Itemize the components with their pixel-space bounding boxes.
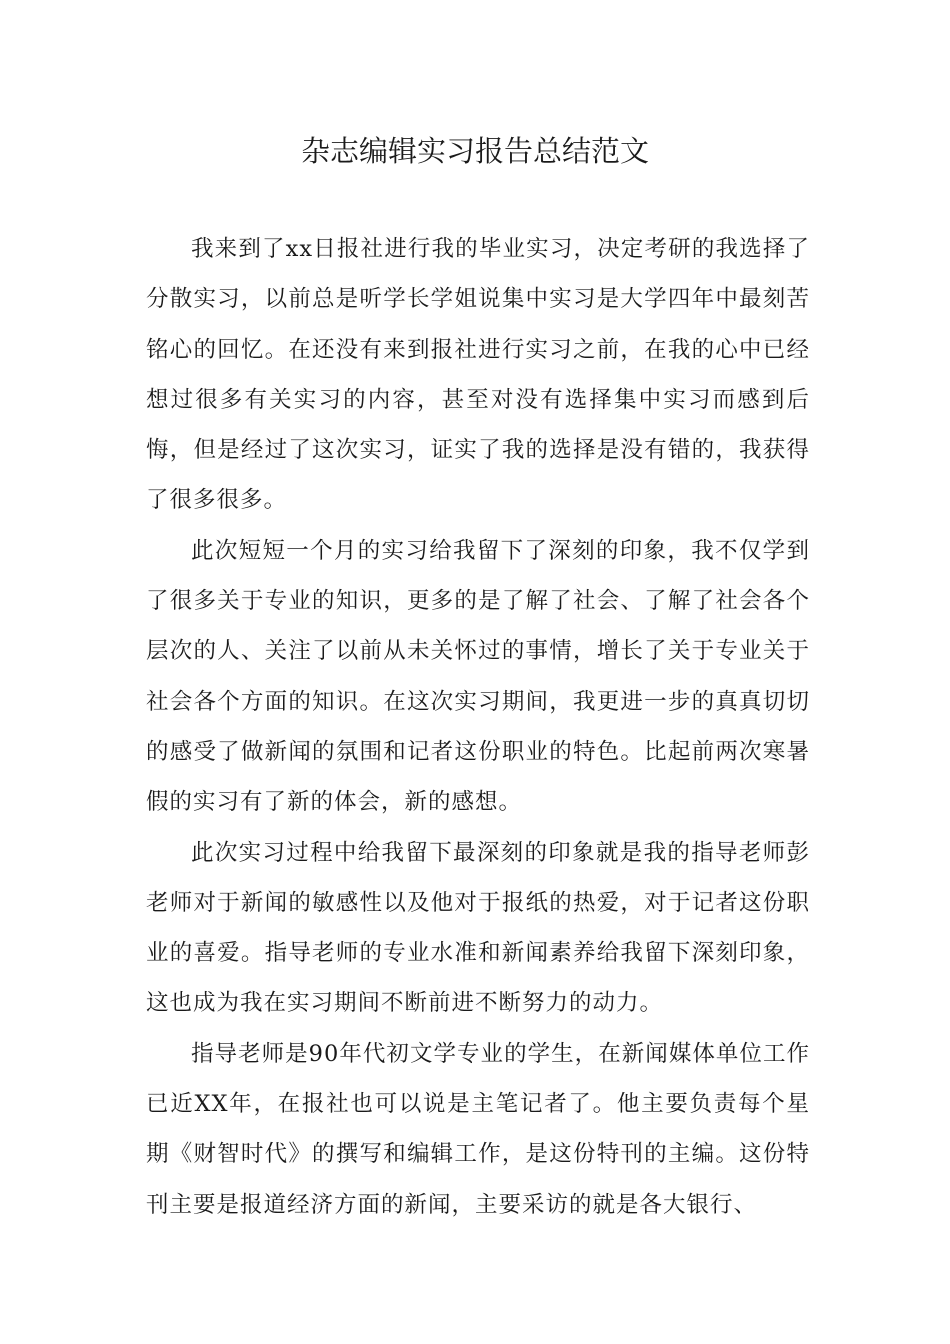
paragraph-4: 指导老师是90年代初文学专业的学生，在新闻媒体单位工作已近XX年，在报社也可以说是主笔记者了。他主要负责每个星期《财智时代》的撰写和编辑工作，是这份特刊的主编。这份特刊主要是报道经济方面的新闻，主要采访的就是各大银行、	[146, 1040, 810, 1218]
document-body	[146, 224, 810, 1230]
paragraph-1: 我来到了xx日报社进行我的毕业实习，决定考研的我选择了分散实习，以前总是听学长学姐说集中实习是大学四年中最刻苦铭心的回忆。在还没有来到报社进行实习之前，在我的心中已经想过很多有关实习的内容，甚至对没有选择集中实习而感到后悔，但是经过了这次实习，证实了我的选择是没有错的，我获得了很多很多。	[146, 236, 810, 514]
paragraph-3: 此次实习过程中给我留下最深刻的印象就是我的指导老师彭老师对于新闻的敏感性以及他对于报纸的热爱，对于记者这份职业的喜爱。指导老师的专业水准和新闻素养给我留下深刻印象，这也成为我在实习期间不断前进不断努力的动力。	[146, 839, 810, 1017]
paragraph-2: 此次短短一个月的实习给我留下了深刻的印象，我不仅学到了很多关于专业的知识，更多的是了解了社会、了解了社会各个层次的人、关注了以前从未关怀过的事情，增长了关于专业关于社会各个方面的知识。在这次实习期间，我更进一步的真真切切的感受了做新闻的氛围和记者这份职业的特色。比起前两次寒暑假的实习有了新的体会，新的感想。	[146, 537, 810, 816]
document-title: 杂志编辑实习报告总结范文	[300, 134, 649, 168]
